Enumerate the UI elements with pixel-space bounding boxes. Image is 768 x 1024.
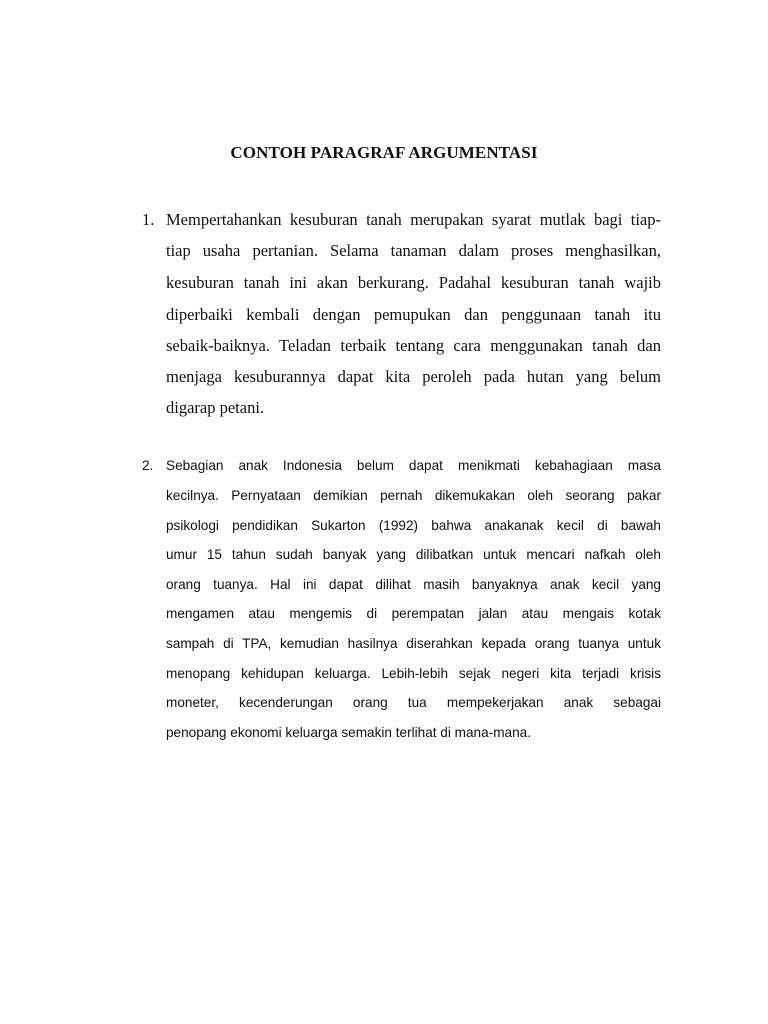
paragraph-line: umur 15 tahun sudah banyak yang dilibatkan untuk mencari nafkah oleh — [166, 547, 661, 562]
document-title: CONTOH PARAGRAF ARGUMENTASI — [230, 143, 538, 162]
paragraph-line: penopang ekonomi keluarga semakin terlihat di mana-mana. — [166, 725, 531, 740]
paragraph-line: menjaga kesuburannya dapat kita peroleh pada hutan yang belum — [166, 367, 661, 386]
paragraph-line: tiap usaha pertanian. Selama tanaman dalam proses menghasilkan, — [166, 241, 661, 260]
paragraph-line: orang tuanya. Hal ini dapat dilihat masih banyaknya anak kecil yang — [166, 577, 661, 592]
paragraph-line: sebaik-baiknya. Teladan terbaik tentang cara menggunakan tanah dan — [166, 336, 661, 355]
paragraph-line: Mempertahankan kesuburan tanah merupakan syarat mutlak bagi tiap- — [166, 210, 661, 229]
paragraph-line: menopang kehidupan keluarga. Lebih-lebih sejak negeri kita terjadi krisis — [166, 666, 661, 681]
paragraph-line: diperbaiki kembali dengan pemupukan dan penggunaan tanah itu — [166, 305, 661, 324]
paragraph-line: digarap petani. — [166, 398, 265, 417]
paragraph-line: Sebagian anak Indonesia belum dapat menikmati kebahagiaan masa — [166, 458, 661, 473]
paragraph-line: moneter, kecenderungan orang tua mempekerjakan anak sebagai — [166, 695, 661, 710]
paragraph-line: psikologi pendidikan Sukarton (1992) bahwa anakanak kecil di bawah — [166, 518, 661, 533]
list-number: 2. — [142, 458, 154, 473]
paragraph-line: sampah di TPA, kemudian hasilnya diserahkan kepada orang tuanya untuk — [166, 636, 661, 651]
paragraph-line: mengamen atau mengemis di perempatan jalan atau mengais kotak — [166, 606, 661, 621]
paragraph-line: kesuburan tanah ini akan berkurang. Padahal kesuburan tanah wajib — [166, 273, 661, 292]
list-number: 1. — [142, 210, 155, 229]
paragraph-line: kecilnya. Pernyataan demikian pernah dikemukakan oleh seorang pakar — [166, 488, 661, 503]
